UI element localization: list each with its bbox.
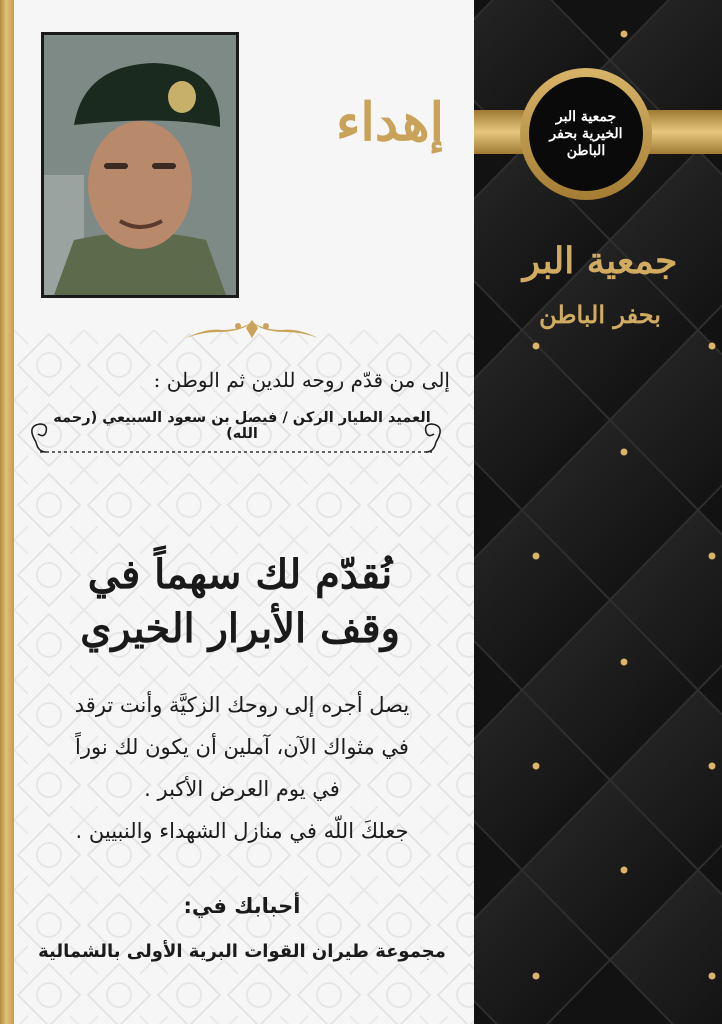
- org-location: بحفر الباطن: [539, 300, 661, 329]
- body-line: جعلكَ اللّه في منازل الشهداء والنبيين .: [75, 819, 409, 843]
- body-text: [24, 684, 460, 852]
- gold-border: [0, 0, 14, 1024]
- dedication-intro: إلى من قدّم روحه للدين ثم الوطن :: [153, 368, 450, 392]
- seal-text: جمعية البر الخيرية بحفر الباطن: [549, 108, 623, 159]
- title-line-1: نُقدّم لك سهماً في: [87, 551, 393, 598]
- logo-seal: [529, 77, 643, 191]
- org-name: جمعية البر: [522, 240, 678, 282]
- signature-label: أحبابك في:: [183, 894, 301, 918]
- body-line: في يوم العرض الأكبر .: [144, 777, 340, 801]
- gold-ornament-divider: [182, 318, 322, 344]
- body-line: في مثواك الآن، آملين أن يكون لك نوراً: [75, 735, 409, 759]
- dedication-heading: إهداء: [335, 92, 445, 153]
- signature-group: مجموعة طيران القوات البرية الأولى بالشمالية: [38, 941, 446, 962]
- body-line: يصل أجره إلى روحك الزكيَّة وأنت ترقد: [74, 693, 410, 717]
- honoree-name: العميد الطيار الركن / فيصل بن سعود السبيعي (رحمه الله): [53, 410, 431, 442]
- portrait-photo: [41, 32, 239, 298]
- title-line-2: وقف الأبرار الخيري: [80, 605, 400, 652]
- main-title: [20, 548, 460, 656]
